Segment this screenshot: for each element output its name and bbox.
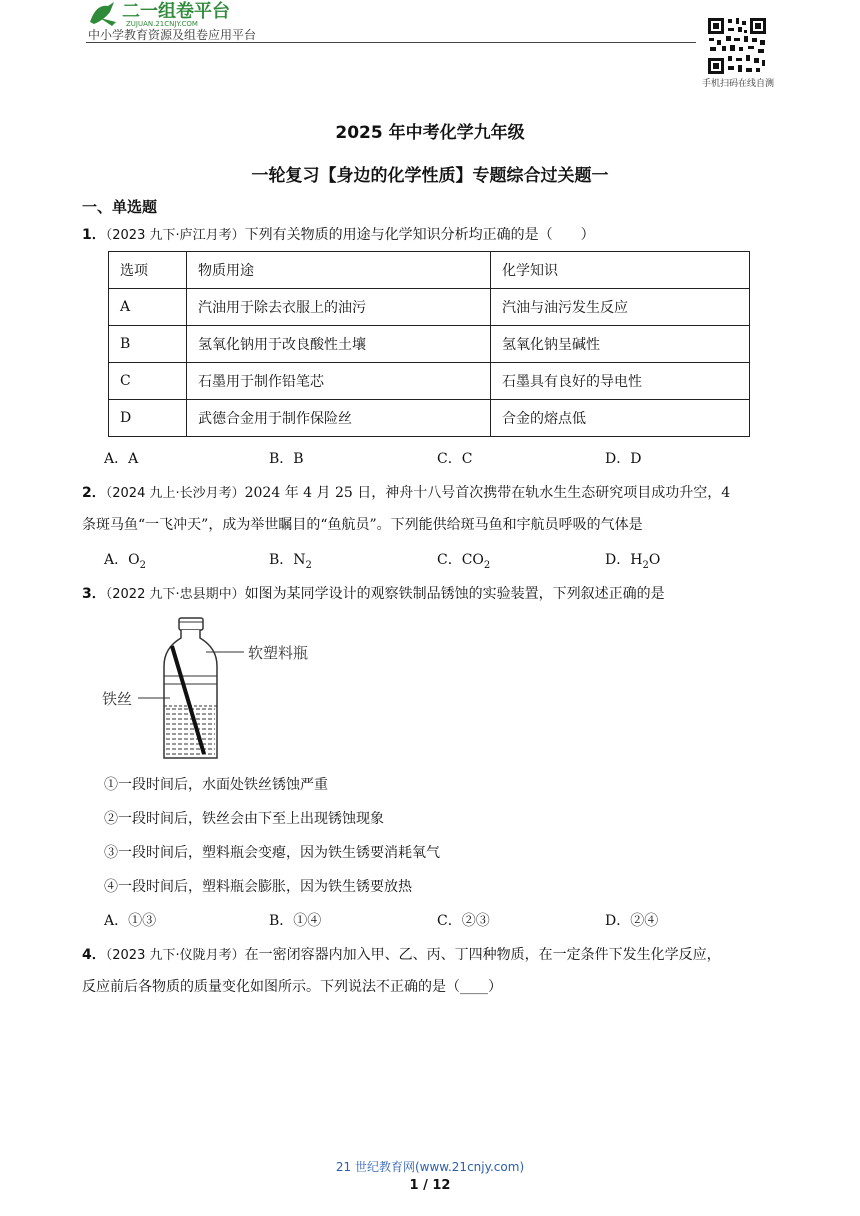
- question-4-stem-continued: 反应前后各物质的质量变化如图所示。下列说法不正确的是（____）: [82, 979, 502, 995]
- table-row: [109, 400, 750, 437]
- question-2-stem: 2．（2024 九上·长沙月考）2024 年 4 月 25 日，神舟十八号首次携带在轨水生生态研究项目成功升空，4: [82, 485, 731, 501]
- table-header-cell: 物质用途: [187, 252, 491, 289]
- statement-3: ③一段时间后，塑料瓶会变瘪，因为铁生锈要消耗氧气: [104, 845, 440, 861]
- table-cell: 氢氧化钠用于改良酸性土壤: [187, 326, 491, 363]
- question-text: 在一密闭容器内加入甲、乙、丙、丁四种物质，在一定条件下发生化学反应，: [244, 947, 721, 963]
- statement-1: ①一段时间后，水面处铁丝锈蚀严重: [104, 777, 328, 793]
- table-cell: 石墨用于制作铅笔芯: [187, 363, 491, 400]
- table-cell: D: [109, 400, 187, 437]
- table-row: [109, 326, 750, 363]
- question-number: 3: [82, 586, 92, 602]
- option-c[interactable]: C．$CO_2$: [437, 552, 491, 571]
- question-3-stem: 3．（2022 九下·忠县期中）如图为某同学设计的观察铁制品锈蚀的实验装置，下列叙述正确的是: [82, 586, 665, 602]
- question-number: 2: [82, 485, 92, 501]
- logo: [86, 0, 276, 28]
- table-row: [109, 363, 750, 400]
- statement-2: ②一段时间后，铁丝会由下至上出现锈蚀现象: [104, 811, 384, 827]
- logo-url-text: ZUJUAN.21CNJY.COM: [126, 20, 198, 28]
- option-a[interactable]: A．A: [104, 451, 139, 467]
- question-text: 如图为某同学设计的观察铁制品锈蚀的实验装置，下列叙述正确的是: [244, 586, 665, 602]
- table-row: [109, 289, 750, 326]
- option-b[interactable]: B．B: [269, 451, 304, 467]
- document-subtitle: 一轮复习【身边的化学性质】专题综合过关题一: [251, 166, 609, 186]
- header-divider: [86, 42, 696, 43]
- table-cell: 汽油用于除去衣服上的油污: [187, 289, 491, 326]
- option-b[interactable]: B．①④: [269, 913, 322, 929]
- page-number: 1 / 12: [409, 1178, 451, 1193]
- table-cell: A: [109, 289, 187, 326]
- table-header-cell: 化学知识: [491, 252, 750, 289]
- figure-label-wire: 铁丝: [102, 690, 133, 708]
- question-number: 1: [82, 227, 92, 243]
- question-source: （2023 九下·仪陇月考）: [105, 948, 245, 963]
- question-source: （2023 九下·庐江月考）: [105, 228, 245, 243]
- table-header-cell: 选项: [109, 252, 187, 289]
- table-cell: 汽油与油污发生反应: [491, 289, 750, 326]
- footer-site-link[interactable]: 21 世纪教育网(www.21cnjy.com): [335, 1160, 525, 1174]
- option-c[interactable]: C．C: [437, 451, 473, 467]
- question-text: 2024 年 4 月 25 日，神舟十八号首次携带在轨水生生态研究项目成功升空，4: [244, 485, 731, 501]
- section-heading: 一、单选题: [82, 198, 158, 216]
- bottle-diagram: [100, 612, 330, 762]
- question-4-stem: 4．（2023 九下·仪陇月考）在一密闭容器内加入甲、乙、丙、丁四种物质，在一定条件下发生化学反应，: [82, 947, 721, 963]
- table-cell: 武德合金用于制作保险丝: [187, 400, 491, 437]
- question-1-stem: 1．（2023 九下·庐江月考）下列有关物质的用途与化学知识分析均正确的是（ ）: [82, 227, 595, 243]
- table-cell: 合金的熔点低: [491, 400, 750, 437]
- header-subtitle: 中小学教育资源及组卷应用平台: [88, 28, 257, 42]
- table-cell: B: [109, 326, 187, 363]
- table-header-row: [109, 252, 750, 289]
- question-text: 下列有关物质的用途与化学知识分析均正确的是（ ）: [244, 227, 595, 243]
- table-cell: 氢氧化钠呈碱性: [491, 326, 750, 363]
- document-title: 2025 年中考化学九年级: [335, 123, 525, 143]
- option-a[interactable]: A．$O_2$: [104, 552, 146, 571]
- question-source: （2022 九下·忠县期中）: [105, 587, 245, 602]
- option-b[interactable]: B．$N_2$: [269, 552, 312, 571]
- option-d[interactable]: D．D: [605, 451, 642, 467]
- table-cell: C: [109, 363, 187, 400]
- option-c[interactable]: C．②③: [437, 913, 490, 929]
- option-a[interactable]: A．①③: [104, 913, 157, 929]
- question-source: （2024 九上·长沙月考）: [105, 486, 245, 501]
- question-2-stem-continued: 条斑马鱼“一飞冲天”，成为举世瞩目的“鱼航员”。下列能供给斑马鱼和宇航员呼吸的气体是: [82, 517, 643, 533]
- qr-code-icon: [706, 16, 768, 76]
- qr-caption: 手机扫码在线自测: [701, 79, 774, 89]
- statement-4: ④一段时间后，塑料瓶会膨胀，因为铁生锈要放热: [104, 879, 412, 895]
- figure-label-bottle: 软塑料瓶: [248, 644, 309, 662]
- logo-text: 二一组卷平台: [122, 1, 230, 22]
- option-d[interactable]: D．$H_2O$: [605, 552, 661, 571]
- question-number: 4: [82, 947, 92, 963]
- question-1-table: [108, 251, 750, 437]
- table-cell: 石墨具有良好的导电性: [491, 363, 750, 400]
- option-d[interactable]: D．②④: [605, 913, 659, 929]
